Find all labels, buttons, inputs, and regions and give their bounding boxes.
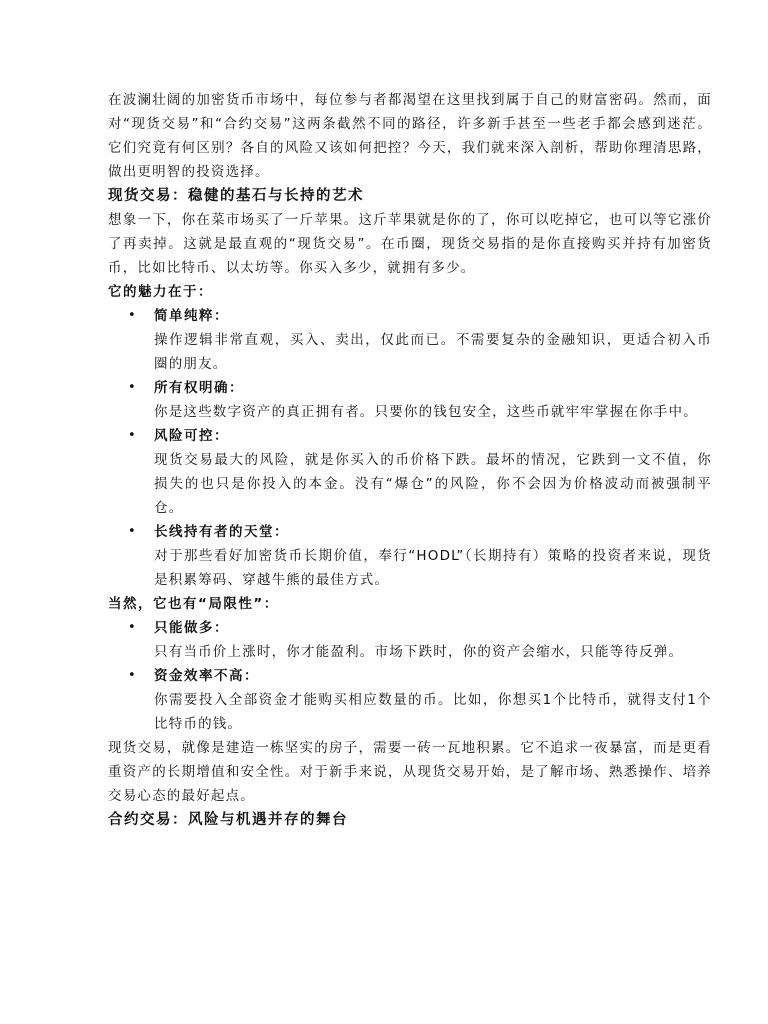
list-item-text: 你是这些数字资产的真正拥有者。只要你的钱包安全，这些币就牢牢掌握在你手中。 — [154, 404, 698, 420]
list-item-title: 只能做多： — [154, 620, 229, 636]
list-item-text: 只有当币价上涨时，你才能盈利。市场下跌时，你的资产会缩水，只能等待反弹。 — [154, 644, 684, 660]
list-item-text: 操作逻辑非常直观，买入、卖出，仅此而已。不需要复杂的金融知识，更适合初入币圈的朋友。 — [154, 332, 712, 372]
list-item-title: 资金效率不高： — [154, 668, 259, 684]
bullet-icon: • — [128, 308, 136, 323]
list-item-title: 长线持有者的天堂： — [154, 524, 289, 540]
spot-intro-paragraph: 想象一下，你在菜市场买了一斤苹果。这斤苹果就是你的了，你可以吃掉它，也可以等它涨价了再卖掉。这就是最直观的“现货交易”。在币圈，现货交易指的是你直接购买并持有加密货币，比如比特币、以太坊等。你买入多少，就拥有多少。 — [108, 212, 712, 276]
bullet-icon: • — [128, 380, 136, 395]
bullet-icon: • — [128, 524, 136, 539]
list-item-title: 简单纯粹： — [154, 308, 229, 324]
limits-lead: 当然，它也有“局限性”： — [108, 596, 279, 612]
intro-paragraph: 在波澜壮阔的加密货币市场中，每位参与者都渴望在这里找到属于自己的财富密码。然而，面对“现货交易”和“合约交易”这两条截然不同的路径，许多新手甚至一些老手都会感到迷茫。它们究竟有何区别？各自的风险又该如何把控？今天，我们就来深入剖析，帮助你理清思路，做出更明智的投资选择。 — [108, 92, 712, 180]
bullet-icon: • — [128, 620, 136, 635]
list-item-text: 你需要投入全部资金才能购买相应数量的币。比如，你想买1个比特币，就得支付1个比特币的钱。 — [154, 692, 712, 732]
list-item — [108, 520, 712, 592]
list-item-title: 所有权明确： — [154, 380, 244, 396]
list-item-title: 风险可控： — [154, 428, 229, 444]
list-item — [108, 424, 712, 520]
limits-list — [108, 616, 712, 736]
list-item — [108, 304, 712, 376]
list-item-text: 对于那些看好加密货币长期价值，奉行“HODL”（长期持有）策略的投资者来说，现货是积累筹码、穿越牛熊的最佳方式。 — [154, 548, 712, 588]
advantages-lead: 它的魅力在于： — [108, 284, 213, 300]
bullet-icon: • — [128, 668, 136, 683]
list-item — [108, 376, 712, 424]
spot-summary-paragraph: 现货交易，就像是建造一栋坚实的房子，需要一砖一瓦地积累。它不追求一夜暴富，而是更看重资产的长期增值和安全性。对于新手来说，从现货交易开始，是了解市场、熟悉操作、培养交易心态的最好起点。 — [108, 740, 712, 804]
list-item — [108, 664, 712, 736]
contract-trading-heading: 合约交易：风险与机遇并存的舞台 — [108, 812, 348, 828]
bullet-icon: • — [128, 428, 136, 443]
spot-trading-heading: 现货交易：稳健的基石与长持的艺术 — [108, 188, 364, 204]
article-body — [108, 88, 712, 832]
list-item-text: 现货交易最大的风险，就是你买入的币价格下跌。最坏的情况，它跌到一文不值，你损失的也只是你投入的本金。没有“爆仓”的风险，你不会因为价格波动而被强制平仓。 — [154, 452, 712, 516]
list-item — [108, 616, 712, 664]
advantages-list — [108, 304, 712, 592]
